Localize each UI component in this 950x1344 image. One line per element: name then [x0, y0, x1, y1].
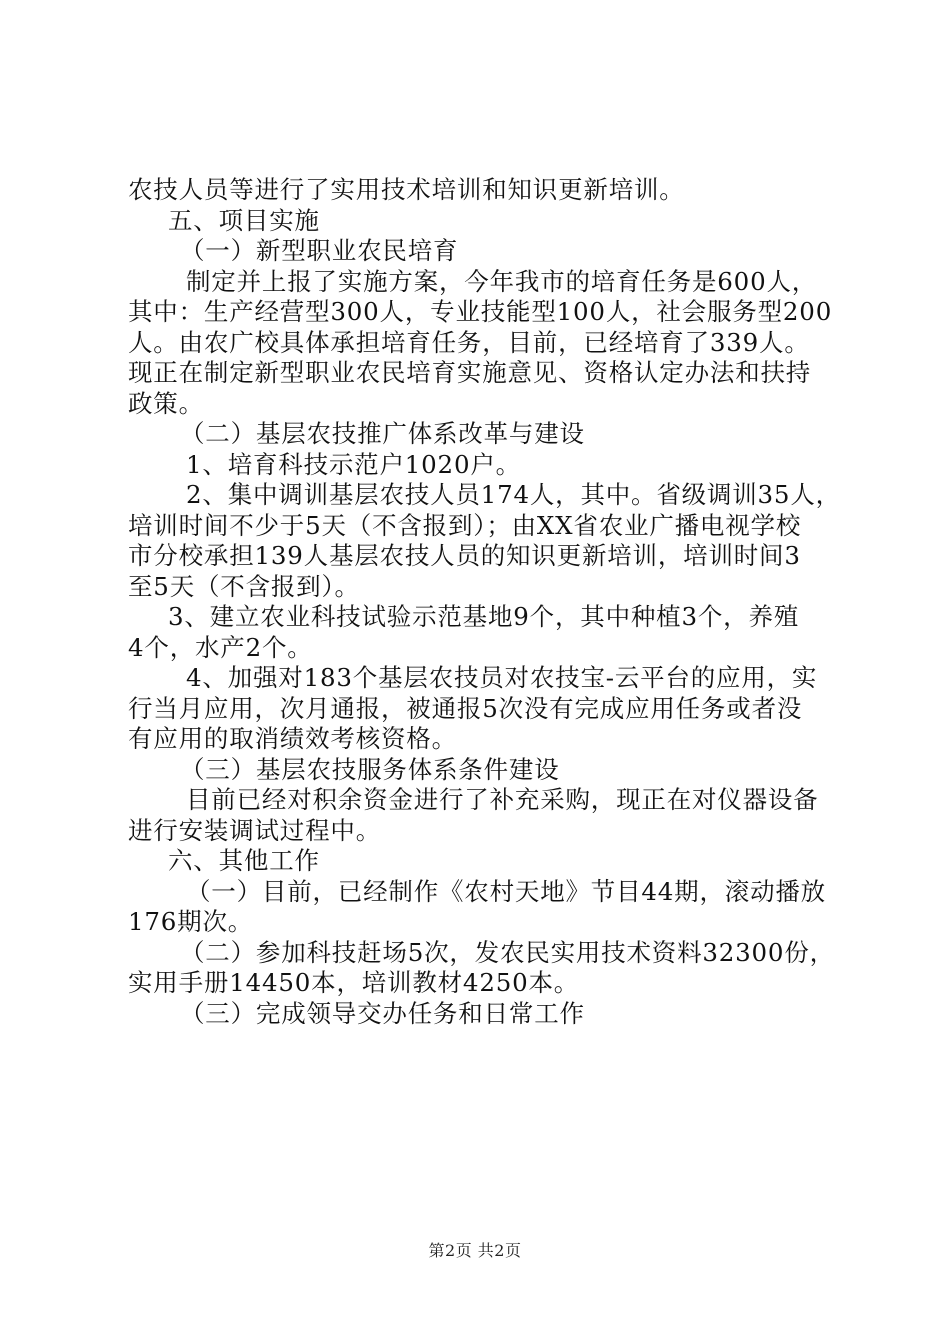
- text-line: 目前已经对积余资金进行了补充采购，现正在对仪器设备: [186, 785, 819, 814]
- text-line: 行当月应用，次月通报，被通报5次没有完成应用任务或者没: [128, 693, 803, 723]
- text-line: 进行安装调试过程中。: [128, 815, 381, 845]
- page-number-footer: 第2页 共2页: [428, 1241, 522, 1260]
- text-line: 4个，水产2个。: [128, 632, 313, 662]
- list-item: 3、建立农业科技试验示范基地9个，其中种植3个，养殖: [168, 602, 800, 631]
- text-line: 至5天（不含报到）。: [128, 571, 360, 601]
- text-line: 人。由农广校具体承担培育任务，目前，已经培育了339人。: [128, 327, 810, 357]
- text-line: 政策。: [128, 388, 204, 418]
- subsection-heading-farmer-training: （一）新型职业农民培育: [180, 236, 459, 265]
- section-heading-project-implementation: 五、项目实施: [168, 205, 320, 235]
- text-line: 其中：生产经营型300人，专业技能型100人，社会服务型200: [128, 297, 833, 326]
- section-heading-other-work: 六、其他工作: [168, 846, 320, 875]
- list-item: 2、集中调训基层农技人员174人，其中。省级调训35人，: [186, 480, 841, 509]
- document-body: [128, 175, 840, 1029]
- text-line: 培训时间不少于5天（不含报到）；由XX省农业广播电视学校: [128, 510, 802, 540]
- text-line: 实用手册14450本，培训教材4250本。: [128, 968, 580, 997]
- subsection-heading-service-conditions: （三）基层农技服务体系条件建设: [180, 754, 560, 784]
- subsection-heading-extension-reform: （二）基层农技推广体系改革与建设: [180, 419, 585, 448]
- text-line: 有应用的取消绩效考核资格。: [128, 724, 457, 753]
- text-line: （一）目前，已经制作《农村天地》节目44期，滚动播放: [186, 876, 826, 906]
- text-line: 制定并上报了实施方案，今年我市的培育任务是600人，: [186, 266, 818, 296]
- text-line: 176期次。: [128, 907, 254, 936]
- list-item: 1、培育科技示范户1020户。: [186, 449, 521, 479]
- text-line: （二）参加科技赶场5次，发农民实用技术资料32300份，: [180, 937, 835, 967]
- text-line: 农技人员等进行了实用技术培训和知识更新培训。: [128, 175, 685, 204]
- text-line: 现正在制定新型职业农民培育实施意见、资格认定办法和扶持: [128, 358, 812, 387]
- text-line: 市分校承担139人基层农技人员的知识更新培训，培训时间3: [128, 541, 801, 570]
- list-item: 4、加强对183个基层农技员对农技宝-云平台的应用，实: [186, 663, 818, 692]
- text-line: （三）完成领导交办任务和日常工作: [180, 998, 585, 1028]
